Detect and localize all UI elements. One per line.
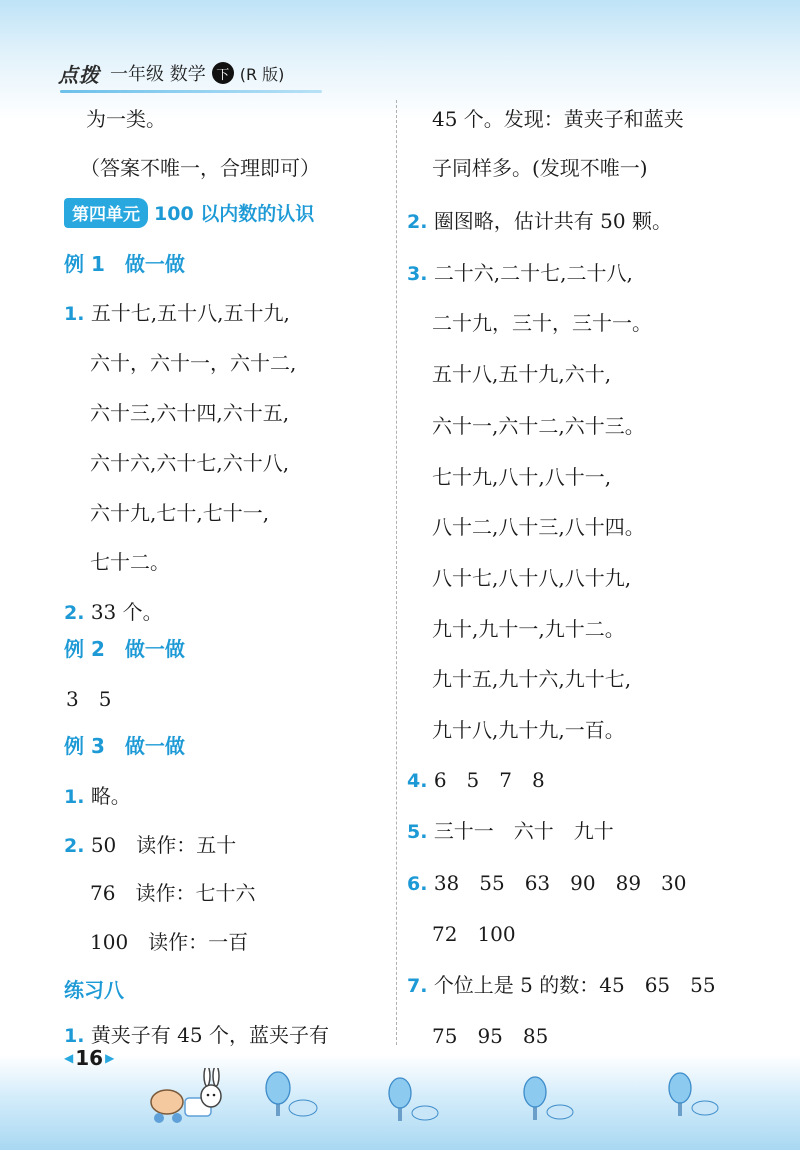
text-line: 八十二,八十三,八十四。 bbox=[432, 515, 645, 539]
text-line: 六十九,七十,七十一, bbox=[90, 501, 270, 525]
answer-line bbox=[64, 780, 131, 809]
item-number: 7. bbox=[407, 975, 428, 997]
header-underline bbox=[60, 90, 322, 93]
text-line: 二十九，三十，三十一。 bbox=[432, 311, 652, 335]
answer-text: 圈图略，估计共有 50 颗。 bbox=[433, 209, 672, 233]
text-line: 七十二。 bbox=[90, 550, 170, 574]
unit-tag: 第四单元 bbox=[64, 198, 148, 228]
answer-text: 50 读作：五十 bbox=[90, 833, 237, 857]
answer-text: 三十一 六十 九十 bbox=[433, 819, 614, 843]
text-line: 为一类。 bbox=[86, 107, 166, 131]
text-line: 八十七,八十八,八十九, bbox=[432, 566, 632, 590]
example-heading: 例 3 做一做 bbox=[64, 734, 185, 758]
item-number: 1. bbox=[64, 786, 85, 808]
example-heading: 例 1 做一做 bbox=[64, 252, 185, 276]
page-number-value: 16 bbox=[75, 1046, 104, 1070]
item-number: 2. bbox=[407, 211, 428, 233]
item-number: 1. bbox=[64, 1025, 85, 1047]
text-line: 九十,九十一,九十二。 bbox=[432, 617, 625, 641]
answer-line bbox=[64, 829, 236, 858]
example-heading: 例 2 做一做 bbox=[64, 637, 185, 661]
text-line: 六十三,六十四,六十五, bbox=[90, 401, 290, 425]
item-number: 2. bbox=[64, 835, 85, 857]
text-line: 45 个。发现：黄夹子和蓝夹 bbox=[432, 107, 684, 131]
answer-line bbox=[407, 205, 672, 234]
page-number bbox=[62, 1046, 116, 1070]
item-number: 2. bbox=[64, 602, 85, 624]
answer-text: 黄夹子有 45 个，蓝夹子有 bbox=[90, 1023, 329, 1047]
column-divider bbox=[396, 100, 397, 1045]
unit-title: 100 以内数的认识 bbox=[154, 203, 315, 225]
edition-label: (R 版) bbox=[239, 64, 285, 84]
item-number: 3. bbox=[407, 263, 428, 285]
item-number: 4. bbox=[407, 770, 428, 792]
item-number: 6. bbox=[407, 873, 428, 895]
answer-line bbox=[64, 596, 163, 625]
item-number: 1. bbox=[64, 303, 85, 325]
right-arrow-icon: ▶ bbox=[105, 1051, 115, 1065]
answer-text: 二十六,二十七,二十八, bbox=[433, 261, 633, 285]
text-line: 72 100 bbox=[432, 922, 516, 946]
answer-text: 38 55 63 90 89 30 bbox=[433, 871, 687, 895]
text-line: 五十八,五十九,六十, bbox=[432, 362, 612, 386]
tree-icon bbox=[665, 1070, 725, 1120]
tree-icon bbox=[385, 1075, 445, 1125]
text-line: 76 读作：七十六 bbox=[90, 881, 256, 905]
text-line: 六十六,六十七,六十八, bbox=[90, 451, 290, 475]
tree-icon bbox=[263, 1068, 323, 1120]
answer-text: 33 个。 bbox=[90, 600, 163, 624]
answer-line bbox=[407, 969, 716, 998]
bunny-cart-illustration-icon bbox=[145, 1068, 235, 1128]
text-line: 100 读作：一百 bbox=[90, 930, 249, 954]
answer-text: 6 5 7 8 bbox=[433, 768, 545, 792]
answer-line bbox=[407, 257, 633, 286]
answer-text: 略。 bbox=[90, 784, 131, 808]
brand-logo: 点拨 bbox=[58, 62, 100, 87]
text-line: 子同样多。(发现不唯一) bbox=[432, 156, 648, 180]
left-arrow-icon: ◀ bbox=[64, 1051, 74, 1065]
text-line: 75 95 85 bbox=[432, 1024, 549, 1048]
text-line: 七十九,八十,八十一, bbox=[432, 465, 612, 489]
practice-heading: 练习八 bbox=[64, 978, 124, 1002]
answer-text: 五十七,五十八,五十九, bbox=[90, 301, 290, 325]
text-line: （答案不唯一，合理即可） bbox=[80, 156, 320, 180]
answer-line bbox=[64, 1019, 329, 1048]
text-line: 九十八,九十九,一百。 bbox=[432, 718, 625, 742]
item-number: 5. bbox=[407, 821, 428, 843]
unit-heading bbox=[64, 198, 314, 228]
book-title: 一年级 数学 bbox=[110, 64, 206, 85]
answer-line bbox=[64, 297, 290, 326]
text-line: 六十一,六十二,六十三。 bbox=[432, 414, 645, 438]
text-line: 九十五,九十六,九十七, bbox=[432, 667, 632, 691]
text-line: 六十，六十一，六十二, bbox=[90, 351, 297, 375]
answer-line bbox=[407, 764, 545, 793]
text-line: 3 5 bbox=[66, 687, 112, 711]
answer-line bbox=[407, 815, 614, 844]
answer-line bbox=[407, 867, 687, 896]
page-header bbox=[58, 58, 284, 88]
term-badge: 下 bbox=[212, 62, 234, 84]
answer-text: 个位上是 5 的数：45 65 55 bbox=[433, 973, 716, 997]
tree-icon bbox=[520, 1074, 580, 1124]
